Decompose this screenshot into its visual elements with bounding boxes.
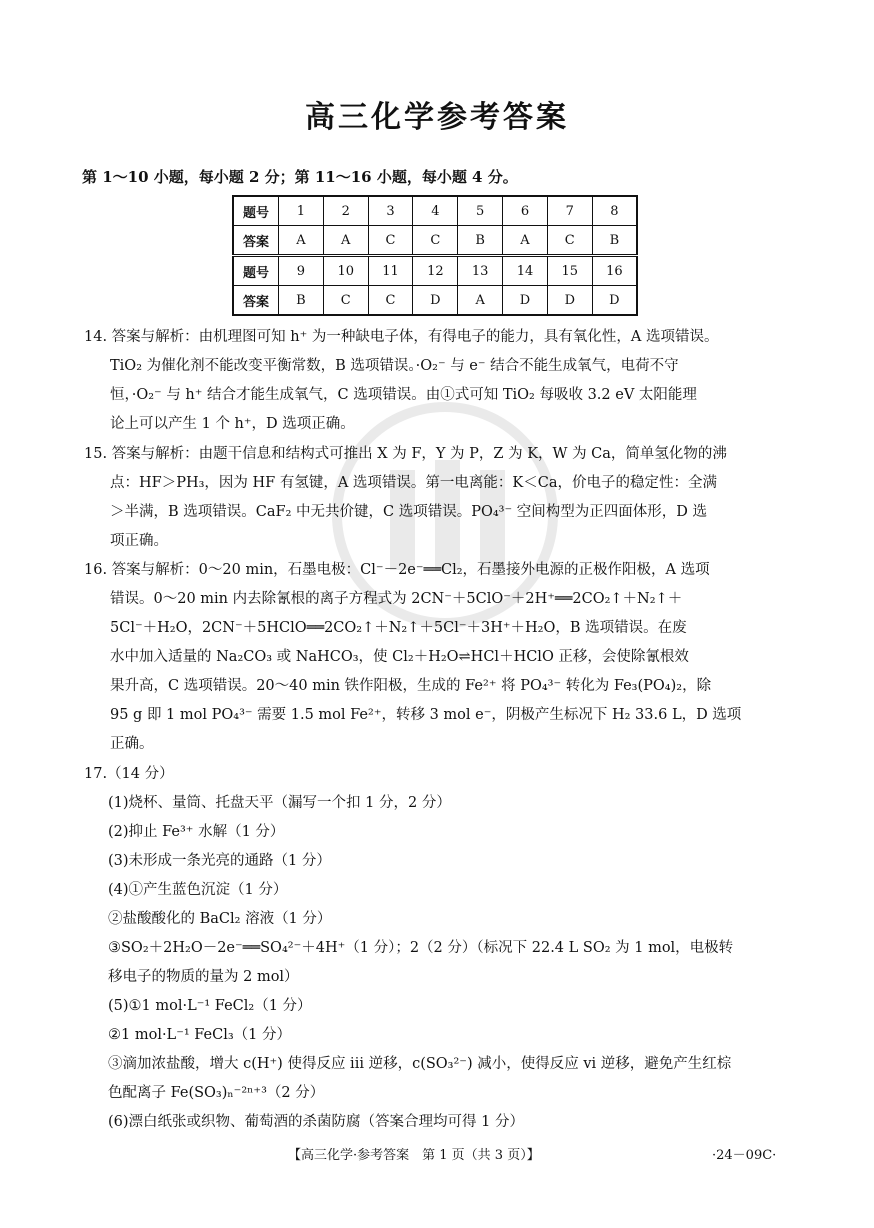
answer-cell: D [503, 286, 548, 316]
question-17-heading: 17.（14 分） [84, 766, 174, 782]
answer-line: 移电子的物质的量为 2 mol） [108, 969, 299, 985]
answer-line: (5)①1 mol·L⁻¹ FeCl₂（1 分） [108, 998, 312, 1014]
text-line: 16. 答案与解析：0～20 min，石墨电极：Cl⁻－2e⁻══Cl₂，石墨接外电源的正极作阳极，A 选项 [84, 562, 710, 578]
question-number: 5 [458, 196, 503, 226]
answer-line: ②1 mol·L⁻¹ FeCl₃（1 分） [108, 1027, 291, 1043]
answer-line: (1)烧杯、量筒、托盘天平（漏写一个扣 1 分，2 分） [108, 795, 451, 811]
question-number: 15 [547, 256, 592, 286]
question-number: 14 [503, 256, 548, 286]
answer-line: ②盐酸酸化的 BaCl₂ 溶液（1 分） [108, 911, 332, 927]
question-number: 13 [458, 256, 503, 286]
row-header-answer: 答案 [233, 226, 279, 256]
question-number: 6 [503, 196, 548, 226]
answer-cell: C [368, 286, 413, 316]
text-line: 恒，·O₂⁻ 与 h⁺ 结合才能生成氧气，C 选项错误。由①式可知 TiO₂ 每吸收 3.2 eV 太阳能理 [110, 387, 697, 403]
question-14-explanation [84, 323, 796, 439]
question-number: 7 [547, 196, 592, 226]
text-line: 错误。0～20 min 内去除氰根的离子方程式为 2CN⁻＋5ClO⁻＋2H⁺══2CO₂↑＋N₂↑＋ [110, 591, 683, 607]
page-title: 高三化学参考答案 [305, 100, 569, 135]
answer-line: (3)未形成一条光亮的通路（1 分） [108, 853, 331, 869]
answer-line: ③SO₂＋2H₂O－2e⁻══SO₄²⁻＋4H⁺（1 分）；2（2 分）（标况下 22.4 L SO₂ 为 1 mol，电极转 [108, 940, 734, 956]
text-line: 果升高，C 选项错误。20～40 min 铁作阳极，生成的 Fe²⁺ 将 PO₄³⁻ 转化为 Fe₃(PO₄)₂，除 [110, 678, 712, 694]
answer-cell: D [592, 286, 637, 316]
text-line: 95 g 即 1 mol PO₄³⁻ 需要 1.5 mol Fe²⁺，转移 3 mol e⁻，阴极产生标况下 H₂ 33.6 L，D 选项 [110, 707, 742, 723]
question-number: 9 [279, 256, 324, 286]
answer-cell: C [547, 226, 592, 256]
answer-cell: A [279, 226, 324, 256]
answer-table [232, 195, 638, 316]
question-number: 16 [592, 256, 637, 286]
answer-cell: C [368, 226, 413, 256]
answer-cell: A [503, 226, 548, 256]
row-header-question: 题号 [233, 256, 279, 286]
answer-cell: D [413, 286, 458, 316]
question-number: 12 [413, 256, 458, 286]
text-line: ＞半满，B 选项错误。CaF₂ 中无共价键，C 选项错误。PO₄³⁻ 空间构型为正四面体形，D 选 [110, 504, 707, 520]
scoring-intro: 第 1～10 小题，每小题 2 分；第 11～16 小题，每小题 4 分。 [82, 168, 518, 186]
answer-line: (6)漂白纸张或织物、葡萄酒的杀菌防腐（答案合理均可得 1 分） [108, 1114, 524, 1130]
text-line: 14. 答案与解析：由机理图可知 h⁺ 为一种缺电子体，有得电子的能力，具有氧化性，A 选项错误。 [84, 329, 719, 345]
answer-cell: B [279, 286, 324, 316]
text-line: 水中加入适量的 Na₂CO₃ 或 NaHCO₃，使 Cl₂＋H₂O⇌HCl＋HClO 正移，会使除氰根效 [110, 649, 689, 665]
question-17-answers [84, 760, 796, 1137]
footer-code: ·24－09C· [712, 1148, 777, 1163]
answer-cell: B [592, 226, 637, 256]
question-number: 3 [368, 196, 413, 226]
answer-cell: D [547, 286, 592, 316]
text-line: 项正确。 [110, 533, 168, 549]
text-line: 点：HF＞PH₃，因为 HF 有氢键，A 选项错误。第一电离能：K＜Ca，价电子的稳定性：全满 [110, 475, 717, 491]
text-line: 15. 答案与解析：由题干信息和结构式可推出 X 为 F，Y 为 P，Z 为 K，W 为 Ca，简单氢化物的沸 [84, 446, 727, 462]
text-line: TiO₂ 为催化剂不能改变平衡常数，B 选项错误。·O₂⁻ 与 e⁻ 结合不能生成氧气，电荷不守 [110, 358, 679, 374]
footer-page-info: 【高三化学·参考答案 第 1 页（共 3 页）】 [288, 1148, 540, 1163]
text-line: 论上可以产生 1 个 h⁺，D 选项正确。 [110, 416, 355, 432]
answer-cell: C [323, 286, 368, 316]
answer-line: ③滴加浓盐酸，增大 c(H⁺) 使得反应 iii 逆移，c(SO₃²⁻) 减小，使得反应 vi 逆移，避免产生红棕 [108, 1056, 732, 1072]
table-row [233, 256, 637, 286]
answer-cell: C [413, 226, 458, 256]
row-header-question: 题号 [233, 196, 279, 226]
answer-line: 色配离子 Fe(SO₃)ₙ⁻²ⁿ⁺³（2 分） [108, 1085, 325, 1101]
answer-line: (4)①产生蓝色沉淀（1 分） [108, 882, 288, 898]
answer-cell: B [458, 226, 503, 256]
answer-cell: A [323, 226, 368, 256]
answer-line: (2)抑止 Fe³⁺ 水解（1 分） [108, 824, 285, 840]
question-number: 8 [592, 196, 637, 226]
text-line: 5Cl⁻＋H₂O，2CN⁻＋5HClO══2CO₂↑＋N₂↑＋5Cl⁻＋3H⁺＋H₂O，B 选项错误。在废 [110, 620, 687, 636]
table-row [233, 196, 637, 226]
row-header-answer: 答案 [233, 286, 279, 316]
question-number: 1 [279, 196, 324, 226]
question-number: 2 [323, 196, 368, 226]
question-number: 11 [368, 256, 413, 286]
question-number: 4 [413, 196, 458, 226]
question-number: 10 [323, 256, 368, 286]
question-15-explanation [84, 440, 796, 556]
text-line: 正确。 [110, 736, 154, 752]
answer-cell: A [458, 286, 503, 316]
table-row [233, 286, 637, 316]
table-row [233, 226, 637, 256]
question-16-explanation [84, 556, 796, 759]
